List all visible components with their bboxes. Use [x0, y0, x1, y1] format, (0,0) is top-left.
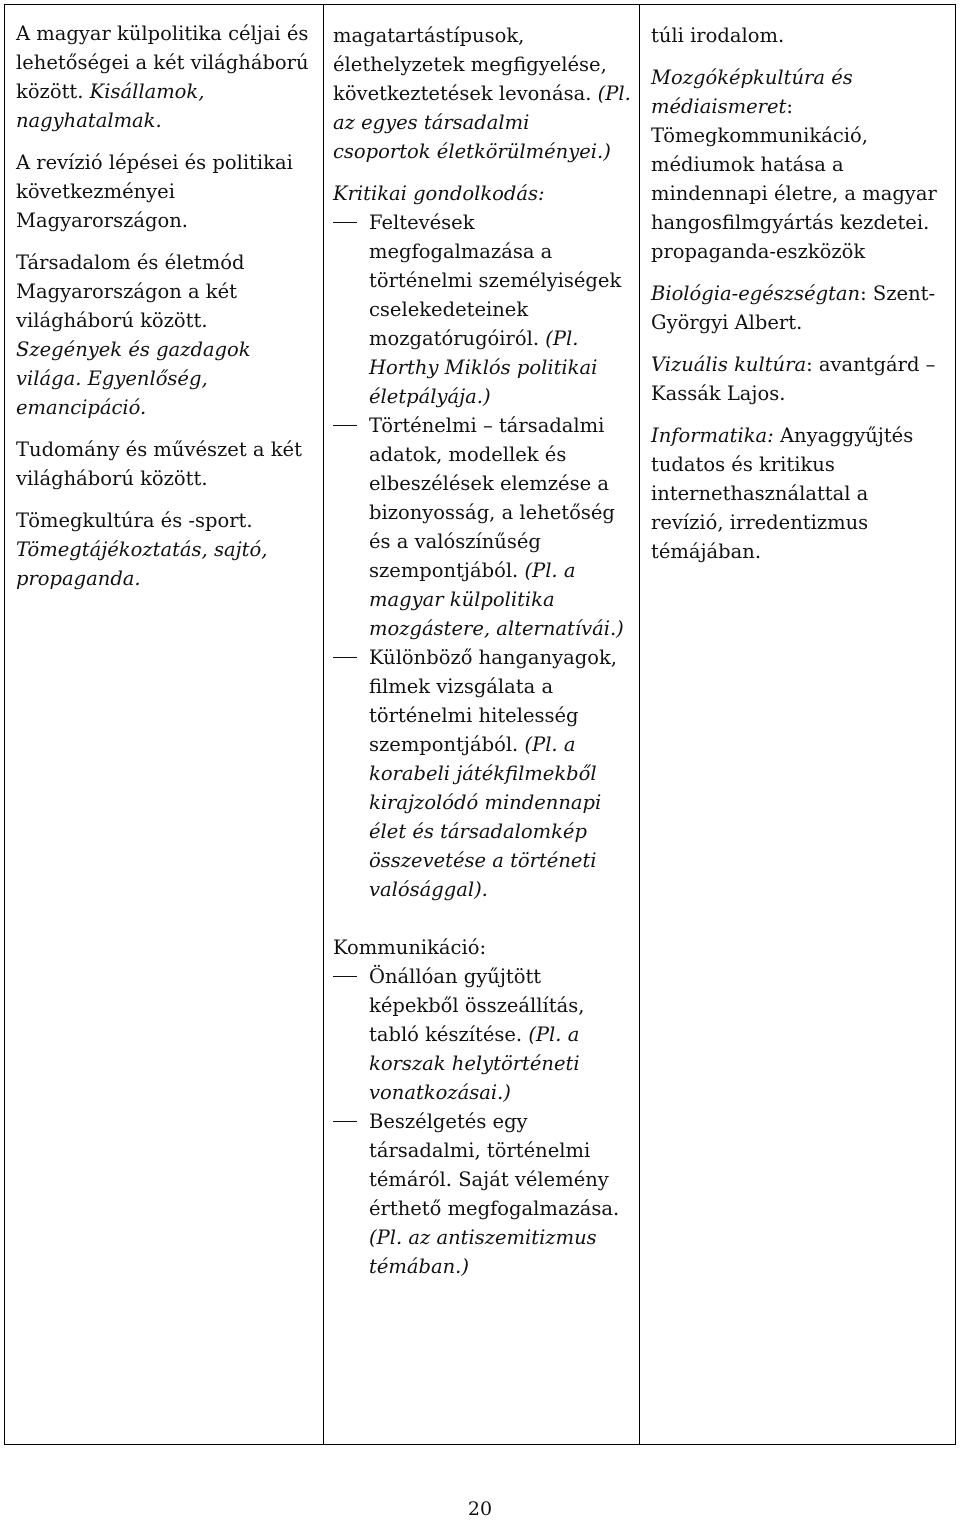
connection-block: Biológia-egészségtan: Szent-Györgyi Albert.: [651, 282, 936, 334]
subject-label: Mozgóképkultúra és médiaismeret: [651, 66, 853, 118]
topic-italic: Kisállamok, nagyhatalmak.: [16, 80, 205, 132]
topic-text: A magyar külpolitika céljai és lehetőségei a két világháború között.: [16, 22, 309, 103]
topic-block: [16, 506, 313, 593]
topics-column: [5, 5, 323, 606]
intro-text: magatartástípusok, élethelyzetek megfigyelése, következtetések levonása.: [333, 24, 607, 105]
topic-italic: Szegények és gazdagok világa. Egyenlőség, emancipáció.: [16, 338, 251, 419]
topic-italic: Tömegtájékoztatás, sajtó, propaganda.: [16, 538, 268, 590]
intro-paragraph: [333, 21, 631, 166]
topic-text: A revízió lépései és politikai következményei Magyarországon.: [16, 151, 293, 232]
list-item: Különböző hanganyagok, filmek vizsgálata a történelmi hitelesség szempontjából. (Pl. a korabeli játékfilmekből kirajzolódó mindennapi élet és társadalomkép összevetése a történeti valósággal).: [333, 643, 631, 904]
topic-block: [16, 19, 313, 135]
subject-label: Biológia-egészségtan: [651, 282, 861, 305]
connections-column: [639, 5, 955, 579]
topic-block: [16, 248, 313, 422]
dash-icon: [333, 657, 357, 658]
communication-heading: Kommunikáció:: [333, 936, 487, 959]
critical-thinking-heading: Kritikai gondolkodás:: [333, 182, 545, 205]
topic-block: [16, 435, 313, 493]
connection-block: Mozgóképkultúra és médiaismeret: Tömegkommunikáció, médiumok hatása a mindennapi életre, a magyar hangosfilmgyártás kezdetei. propaganda-eszközök: [651, 66, 937, 263]
topic-text: Társadalom és életmód Magyarországon a két világháború között.: [16, 251, 245, 332]
dash-icon: [333, 425, 357, 426]
list-item: Feltevések megfogalmazása a történelmi személyiségek cselekedeteinek mozgatórugóiról. (Pl. Horthy Miklós politikai életpályája.): [333, 208, 631, 411]
content-table: [4, 4, 956, 1445]
subject-label: Vizuális kultúra: [651, 353, 807, 376]
page-number: 20: [467, 1498, 493, 1520]
topic-text: Tömegkultúra és -sport.: [16, 509, 253, 532]
dash-icon: [333, 222, 357, 223]
list-item: Beszélgetés egy társadalmi, történelmi témáról. Saját vélemény érthető megfogalmazása. (Pl. az antiszemitizmus témában.): [333, 1107, 631, 1281]
list-item: Önállóan gyűjtött képekből összeállítás, tabló készítése. (Pl. a korszak helytörténeti vonatkozásai.): [333, 962, 631, 1107]
topic-text: Tudomány és művészet a két világháború között.: [16, 438, 302, 490]
connection-block: Vizuális kultúra: avantgárd – Kassák Lajos.: [651, 353, 936, 405]
dash-icon: [333, 1121, 357, 1122]
dash-icon: [333, 976, 357, 977]
communication-list: [333, 962, 631, 1281]
list-item: Történelmi – társadalmi adatok, modellek és elbeszélések elemzése a bizonyosság, a lehetőség és a valószínűség szempontjából. (Pl. a magyar külpolitika mozgástere, alternatívái.): [333, 411, 631, 643]
critical-thinking-list: [333, 208, 631, 904]
intro-italic: (Pl. az egyes társadalmi csoportok életkörülményei.): [333, 82, 631, 163]
connection-block: túli irodalom.: [651, 24, 785, 47]
connection-block: Informatika: Anyaggyűjtés tudatos és kritikus internethasználattal a revízió, irredentizmus témájában.: [651, 424, 914, 563]
topic-block: [16, 148, 313, 235]
skills-column: [323, 5, 639, 1310]
subject-label: Informatika:: [651, 424, 774, 447]
